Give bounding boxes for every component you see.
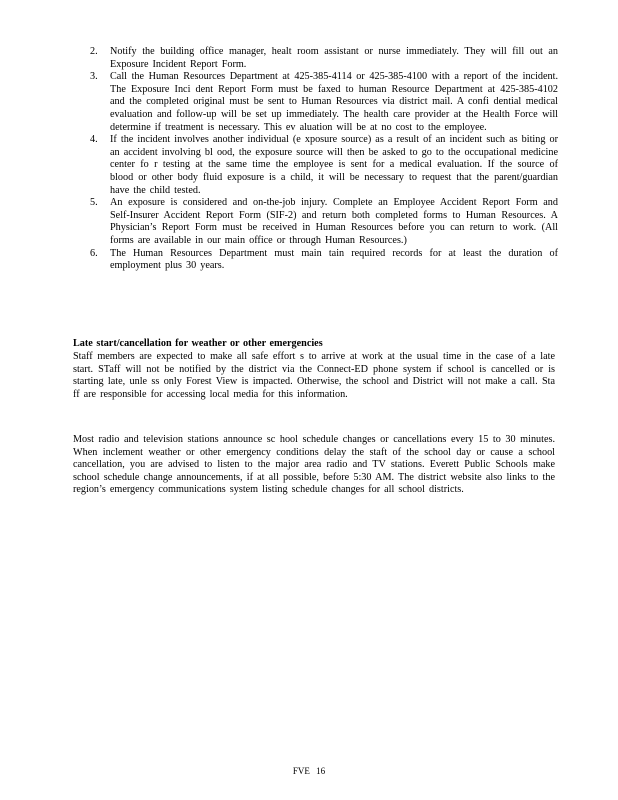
- procedure-list: [90, 46, 558, 273]
- footer-label: FVE: [292, 766, 310, 776]
- paragraph-media-announcements: Most radio and television stations announce sc hool schedule changes or cancellations every 15 to 30 minutes. When inclement weather or other emergency conditions delay the staft of the school day or cause a school cancellation, you are advised to listen to the major area radio and TV stations. Everett Public Schools make school schedule change announcements, if at all possible, before 5:30 AM. The district website also links to the region’s emergency communications system listing schedule changes for all school districts.: [73, 434, 555, 496]
- page-footer: [0, 766, 618, 777]
- list-item-text: If the incident involves another individual (e xposure source) as a result of an incident such as biting or an accident involving bl ood, the exposure source will then be asked to go to the occupational medicine center fo r testing at the same time the employee is sent for a medical evaluation. If the source of blood or other body fluid exposure is a child, it will be necessary to request that the parent/guardian have the child tested.: [110, 134, 558, 196]
- list-item-number: 6.: [90, 247, 98, 259]
- list-item: [90, 46, 558, 71]
- list-item-text: Call the Human Resources Department at 425-385-4114 or 425-385-4100 with a report of the incident. The Exposure Inci dent Report Form must be faxed to human Resource Department at 425-385-4102 and the completed original must be sent to Human Resources via district mail. A confi dential medical evaluation and follow-up will be set up immediately. The health care provider at the Health Force will determine if treatment is necessary. This ev aluation will be at no cost to the employee.: [110, 71, 558, 133]
- list-item-text: An exposure is considered and on-the-job injury. Complete an Employee Accident Report Form and Self-Insurer Accident Report Form (SIF-2) and return both completed forms to Human Resources. A Physician’s Report Form must be received in Human Resources before you can return to work. (All forms are available in our main office or through Human Resources.): [110, 197, 558, 246]
- list-item-number: 3.: [90, 71, 98, 83]
- list-item: [90, 71, 558, 134]
- section-heading: Late start/cancellation for weather or other emergencies: [73, 338, 323, 349]
- list-item-text: Notify the building office manager, healt room assistant or nurse immediately. They will fill out an Exposure Incident Report Form.: [110, 46, 558, 70]
- list-item: [90, 134, 558, 197]
- list-item-number: 2.: [90, 46, 98, 57]
- list-item-text: The Human Resources Department must main tain required records for at least the duration of employment plus 30 years.: [110, 247, 558, 272]
- list-item-number: 4.: [90, 134, 98, 146]
- list-item-number: 5.: [90, 197, 98, 209]
- list-item: [90, 197, 558, 247]
- list-item: [90, 248, 558, 273]
- page-number: 16: [316, 766, 326, 776]
- paragraph-late-start: Staff members are expected to make all safe effort s to arrive at work at the usual time in the case of a late start. STaff will not be notified by the district via the Connect-ED phone system if school is cancelled or is starting late, unle ss only Forest View is impacted. Otherwise, the school and District will not make a call. Sta ff are responsible for accessing local media for this information.: [73, 351, 555, 400]
